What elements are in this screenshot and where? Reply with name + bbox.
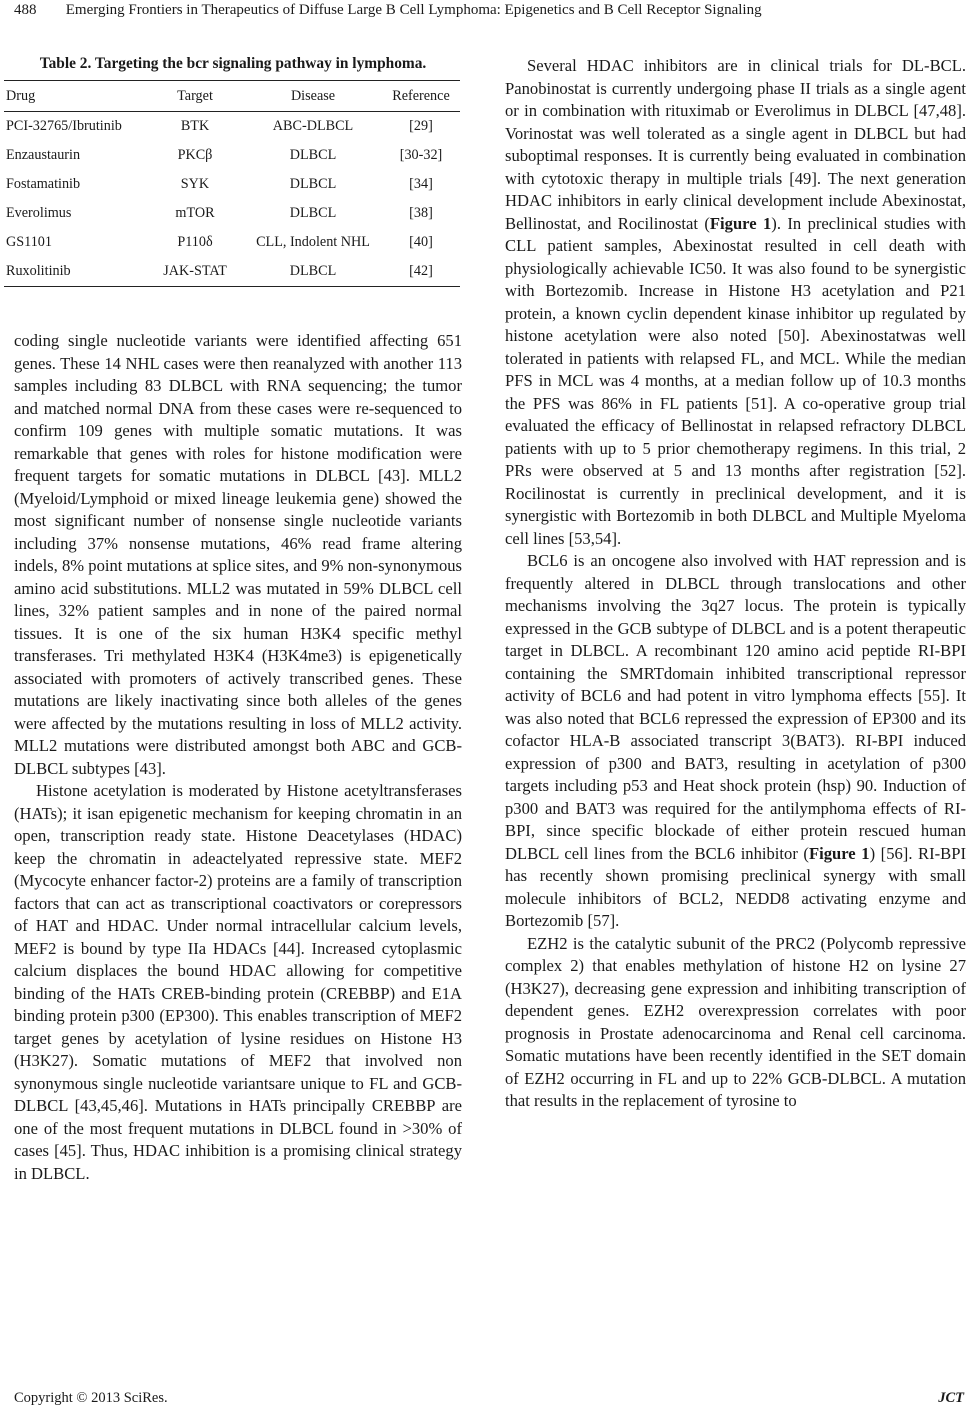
table-row xyxy=(4,257,460,287)
figure-reference: Figure 1 xyxy=(709,213,772,233)
body-paragraph: coding single nucleotide variants were identified affecting 651 genes. These 14 NHL cases were then reanalyzed with another 113 samples including 83 DLBCL with RNA sequencing; the tumor and matched normal DNA from these cases were re-sequenced to confirm 109 genes with multiple somatic mutations. It was remarkable that genes with roles for histone modification were frequent targets for somatic mutations in DLBCL [43]. MLL2 (Myeloid/Lymphoid or mixed lineage leukemia gene) showed the most significant number of nonsense single nucleotide variants including 37% nonsense mutations, 46% read frame altering indels, 8% point mutations at splice sites, and 9% non-synonymous amino acid substitutions. MLL2 was mutated in 59% DLBCL cell lines, 32% patient samples and in none of the paired normal tissues. It is one of the six human H3K4 specific methyl transferases. Tri methylated H3K4 (H3K4me3) is epigenetically associated with promoters of actively transcribed genes. These mutations are likely inactivating since both alleles of the genes were affected by the mutations resulting in loss of MLL2 activity. MLL2 mutations were distributed amongst both ABC and GCB-DLBCL subtypes [43]. xyxy=(14,331,462,778)
cell-reference: [34] xyxy=(409,176,433,192)
cell-drug: Fostamatinib xyxy=(6,176,81,192)
column-header-disease: Disease xyxy=(290,87,336,104)
body-paragraph xyxy=(505,550,966,933)
cell-drug: GS1101 xyxy=(6,234,52,250)
copyright-notice: Copyright © 2013 SciRes. xyxy=(14,1390,168,1406)
cell-reference: [42] xyxy=(409,263,433,279)
body-paragraph: EZH2 is the catalytic subunit of the PRC2 (Polycomb repressive complex 2) that enables methylation of histone H2 on lysine 27 (H3K27), decreasing gene expression and inhibiting transcription of dependent genes. EZH2 overexpression correlates with poor prognosis in Prostate adenocarcinoma and Renal cell carcinoma. Somatic mutations have been recently identified in the SET domain of EZH2 occurring in FL and up to 22% GCB-DLBCL. A mutation that results in the replacement of tyrosine to xyxy=(505,933,966,1110)
cell-target: P110δ xyxy=(177,234,213,250)
table-row xyxy=(4,141,460,170)
page-header xyxy=(14,0,954,20)
cell-target: PKCβ xyxy=(177,147,213,163)
cell-disease: DLBCL xyxy=(289,263,337,279)
paragraph-text: BCL6 is an oncogene also involved with HAT repression and is frequently altered in DLBCL through translocations and other mechanisms involving the 3q27 locus. The protein is typically expressed in the GCB subtype of DLBCL and is a potent therapeutic target in DLBCL. A recombinant 120 amino acid peptide RI-BPI containing the SMRTdomain inhibited transcriptional repressor activity of BCL6 and had potent in vitro lymphoma effects [55]. It was also noted that BCL6 repressed the expression of EP300 and its cofactor HLA-B associated transcript 3(BAT3). RI-BPI induced expression of p300 and BAT3, resulting in acetylation of p300 targets including p53 and Heat shock protein (hsp) 90. Induction of p300 and BAT3 was required for the antilymphoma effects of RI-BPI, since specific blockade of either protein rescued human DLBCL cell lines from the BCL6 inhibitor ( xyxy=(505,551,966,863)
column-header-reference: Reference xyxy=(392,87,450,104)
cell-target: BTK xyxy=(180,118,210,134)
table-row xyxy=(4,170,460,199)
cell-disease: DLBCL xyxy=(289,147,337,163)
left-column xyxy=(14,330,462,1185)
journal-abbreviation: JCT xyxy=(938,1390,964,1406)
cell-reference: [38] xyxy=(409,205,433,221)
paragraph-text: ) [56]. RI-BPI has recently shown promising preclinical synergy with small molecule inhibitors of BCL2, NEDD8 activating enzyme and Bortezomib [57]. xyxy=(505,843,966,930)
running-title: Emerging Frontiers in Therapeutics of Diffuse Large B Cell Lymphoma: Epigenetics and B Cell Receptor Signaling xyxy=(65,2,762,18)
drug-table-block xyxy=(4,55,462,287)
cell-reference: [29] xyxy=(409,118,433,134)
cell-disease: ABC-DLBCL xyxy=(272,118,354,134)
cell-disease: CLL, Indolent NHL xyxy=(256,234,370,250)
body-paragraph xyxy=(505,55,966,550)
body-paragraph: Histone acetylation is moderated by Histone acetyltransferases (HATs); it isan epigenetic mechanism for keeping chromatin in an open, transcription ready state. Histone Deacetylases (HDAC) keep the chromatin in adeactelyated repressive state. MEF2 (Mycocyte enhancer factor-2) proteins are a family of transcription factors that can act as transcriptional coactivators or corepressors of HAT and HDAC. Under normal intracellular calcium levels, MEF2 is bound by type IIa HDACs [44]. Increased cytoplasmic calcium displaces the bound HDAC allowing for competitive binding of the HATs CREB-binding protein (CREBBP) and E1A binding protein p300 (EP300). This enables transcription of MEF2 target genes by acetylation of lysine residues on Histone H3 (H3K27). Somatic mutations of MEF2 that involved non synonymous single nucleotide variantsare unique to FL and GCB-DLBCL [43,45,46]. Mutations in HATs principally CREBBP are one of the most frequent mutations in DLBCL found in >30% of cases [45]. Thus, HDAC inhibition is a promising clinical strategy in DLBCL. xyxy=(14,781,462,1183)
table-row xyxy=(4,112,460,142)
drug-table xyxy=(4,80,460,287)
column-header-target: Target xyxy=(177,87,213,104)
cell-disease: DLBCL xyxy=(289,205,337,221)
table-header-row xyxy=(4,81,460,112)
cell-target: SYK xyxy=(180,176,210,192)
cell-drug: Everolimus xyxy=(6,205,72,221)
cell-disease: DLBCL xyxy=(289,176,337,192)
table-row xyxy=(4,199,460,228)
cell-reference: [30-32] xyxy=(399,147,443,163)
right-column xyxy=(505,55,966,1113)
cell-drug: Enzaustaurin xyxy=(6,147,81,163)
table-row xyxy=(4,228,460,257)
figure-reference: Figure 1 xyxy=(808,843,870,863)
table-caption: Table 2. Targeting the bcr signaling pathway in lymphoma. xyxy=(39,55,427,72)
cell-target: mTOR xyxy=(175,205,215,221)
cell-target: JAK-STAT xyxy=(163,263,227,279)
paragraph-text: Several HDAC inhibitors are in clinical trials for DL-BCL. Panobinostat is currently undergoing phase II trials as a single agent or in combination with rituximab or Everolimus in DLBCL [47,48]. Vorinostat was well tolerated as a single agent in DLBCL but had suboptimal responses. It is currently being evaluated in combination with cytotoxic therapy in multiple trials [49]. The next generation HDAC inhibitors in early clinical development include Abexinostat, Bellinostat, and Rocilinostat ( xyxy=(505,56,966,233)
column-header-drug: Drug xyxy=(6,87,36,104)
cell-drug: PCI-32765/Ibrutinib xyxy=(6,118,122,134)
cell-reference: [40] xyxy=(409,234,433,250)
paragraph-text: ). In preclinical studies with CLL patient samples, Abexinostat resulted in cell death with physiologically achievable IC50. It was also found to be synergistic with Bortezomib. Increase in Histone H3 acetylation and P21 protein, a known cyclin dependent kinase inhibitor up regulated by histone acetylation were also noted [50]. Abexinostatwas well tolerated in patients with relapsed FL, and MCL. While the median PFS in MCL was 4 months, at a median follow up of 10.3 months the PFS was 86% in FL patients [51]. A co-operative group trial evaluated the efficacy of Bellinostat in relapsed refractory DLBCL patients with up to 5 prior chemotherapy regimens. In this trial, 2 PRs were observed at 5 and 13 months after registration [52]. Rocilinostat is currently in preclinical development, and it is synergistic with Bortezomib in both DLBCL and Multiple Myeloma cell lines [53,54]. xyxy=(505,213,966,548)
page-footer xyxy=(14,1390,964,1410)
cell-drug: Ruxolitinib xyxy=(6,263,71,279)
page-number: 488 xyxy=(14,2,37,18)
